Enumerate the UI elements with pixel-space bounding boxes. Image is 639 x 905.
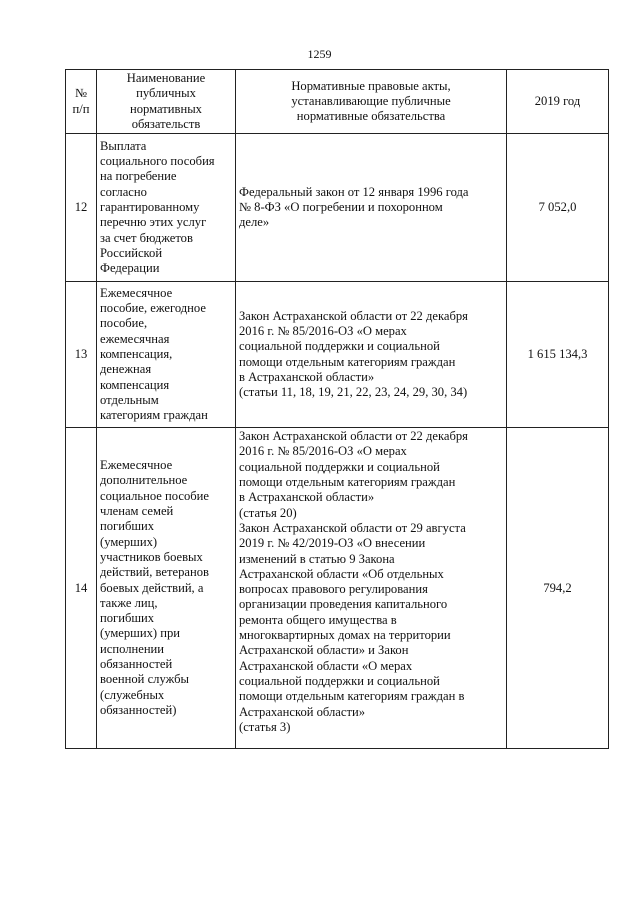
row-value: 794,2 <box>507 428 609 749</box>
row-num: 14 <box>66 428 97 749</box>
header-acts: Нормативные правовые акты, устанавливающие публичные нормативные обязательства <box>236 70 507 134</box>
row-num: 13 <box>66 282 97 428</box>
header-year: 2019 год <box>507 70 609 134</box>
header-name: Наименование публичных нормативных обязательств <box>97 70 236 134</box>
row-name: Ежемесячное пособие, ежегодное пособие, ежемесячная компенсация, денежная компенсация отдельным категориям граждан <box>97 282 236 428</box>
table-row <box>66 282 609 428</box>
row-value: 7 052,0 <box>507 134 609 282</box>
header-num: № п/п <box>66 70 97 134</box>
obligations-table <box>65 69 609 749</box>
table-row <box>66 134 609 282</box>
table-row <box>66 428 609 749</box>
table-header-row <box>66 70 609 134</box>
page-number: 1259 <box>307 47 332 61</box>
row-acts: Федеральный закон от 12 января 1996 года № 8-ФЗ «О погребении и похоронном деле» <box>236 134 507 282</box>
row-acts: Закон Астраханской области от 22 декабря 2016 г. № 85/2016-ОЗ «О мерах социальной поддержки и социальной помощи отдельным категориям граждан в Астраханской области» (статьи 11, 18, 19, 21, 22, 23, 24, 29, 30, 34) <box>236 282 507 428</box>
row-value: 1 615 134,3 <box>507 282 609 428</box>
row-name: Ежемесячное дополнительное социальное пособие членам семей погибших (умерших) участников боевых действий, ветеранов боевых действий, а также лиц, погибших (умерших) при исполнении обязанностей военной службы (служебных обязанностей) <box>97 428 236 749</box>
row-num: 12 <box>66 134 97 282</box>
row-acts: Закон Астраханской области от 22 декабря 2016 г. № 85/2016-ОЗ «О мерах социальной поддержки и социальной помощи отдельным категориям граждан в Астраханской области» (статья 20) Закон Астраханской области от 29 августа 2019 г. № 42/2019-ОЗ «О внесении изменений в статью 9 Закона Астраханской области «Об отдельных вопросах правового регулирования организации проведения капитального ремонта общего имущества в многоквартирных домах на территории Астраханской области» и Закон Астраханской области «О мерах социальной поддержки и социальной помощи отдельным категориям граждан в Астраханской области» (статья 3) <box>236 428 507 749</box>
row-name: Выплата социального пособия на погребение согласно гарантированному перечню этих услуг за счет бюджетов Российской Федерации <box>97 134 236 282</box>
